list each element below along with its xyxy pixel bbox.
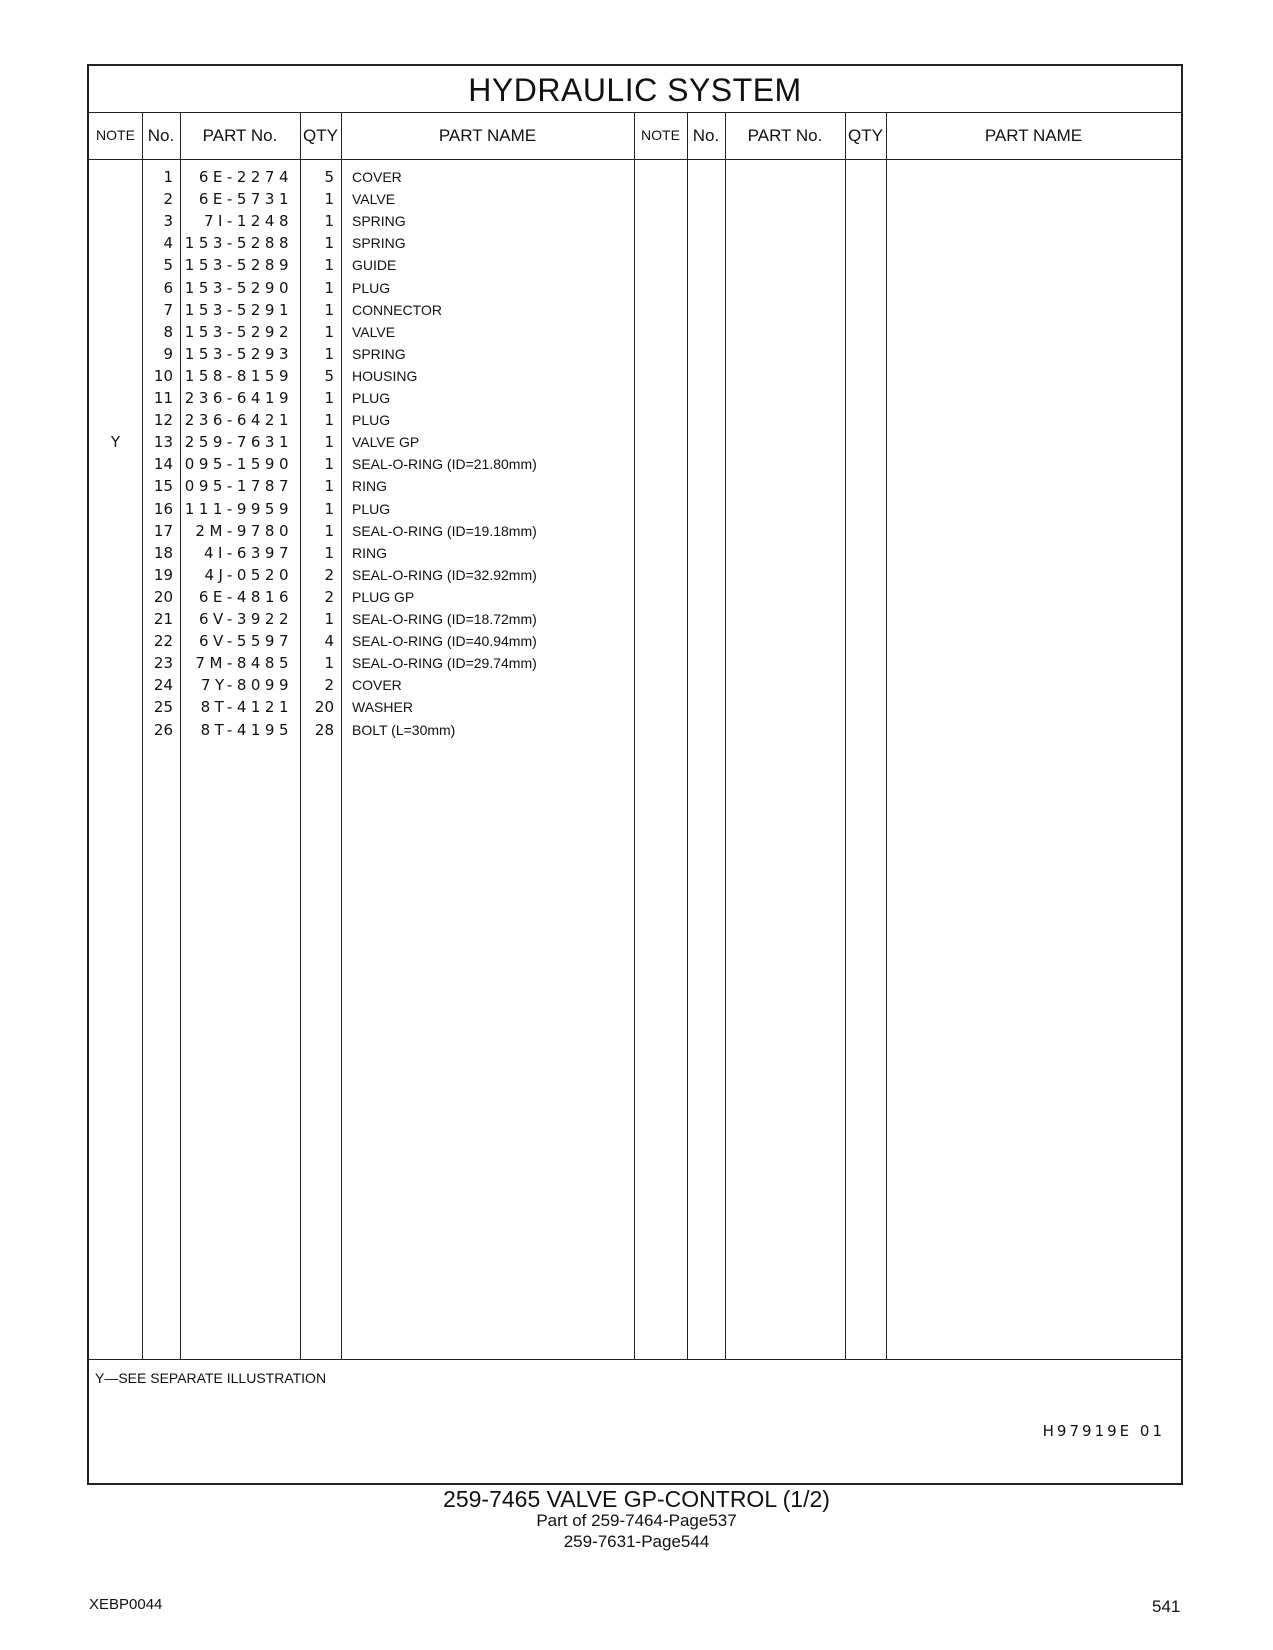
item-number: 2 (163, 190, 173, 209)
header-no-right: No. (692, 126, 720, 145)
item-number: 7 (163, 300, 173, 319)
quantity: 5 (324, 366, 334, 385)
part-number: 111-9959 (184, 499, 293, 518)
table-row (89, 431, 634, 454)
table-row (89, 343, 634, 366)
part-number: 259-7631 (184, 433, 293, 452)
table-row (89, 387, 634, 410)
column-divider (687, 112, 688, 1359)
caption-title: 259-7465 VALVE GP-CONTROL (1/2) (443, 1486, 830, 1512)
header-no-left: No. (147, 126, 175, 145)
section-title: HYDRAULIC SYSTEM (89, 66, 1181, 113)
part-number: 4J-0520 (204, 565, 293, 584)
caption-part-of: Part of 259-7464-Page537 (536, 1511, 737, 1530)
item-number: 18 (153, 543, 173, 562)
item-number: 20 (153, 587, 173, 606)
part-number: 6E-5731 (198, 190, 293, 209)
item-number: 21 (153, 610, 173, 628)
table-row (89, 630, 634, 653)
part-name: PLUG (352, 390, 391, 406)
table-row (89, 453, 634, 476)
part-number: 095-1787 (184, 477, 293, 496)
quantity: 1 (324, 389, 334, 407)
table-row (89, 696, 634, 719)
table-row (89, 166, 634, 189)
quantity: 1 (324, 477, 334, 496)
table-row (89, 542, 634, 565)
part-number: 153-5290 (184, 278, 293, 297)
item-number: 17 (153, 521, 173, 540)
part-number: 6V-5597 (198, 632, 293, 651)
table-row (89, 365, 634, 388)
part-name: SPRING (352, 345, 406, 362)
part-name: RING (352, 544, 387, 561)
part-name: COVER (352, 677, 402, 694)
part-name: PLUG (352, 412, 391, 429)
quantity: 1 (324, 499, 334, 518)
part-name: VALVE (352, 323, 396, 340)
header-qty-right: QTY (848, 126, 883, 145)
table-row (89, 409, 634, 432)
part-number: 7Y-8099 (200, 676, 293, 695)
item-number: 14 (153, 455, 173, 474)
item-number: 9 (163, 344, 173, 363)
item-number: 15 (153, 477, 173, 496)
column-divider (886, 112, 887, 1359)
part-number: 6E-2274 (198, 168, 293, 186)
part-number: 8T-4195 (200, 720, 293, 739)
part-name: SEAL-O-RING (ID=32.92mm) (352, 566, 537, 583)
table-header (89, 112, 1181, 160)
quantity: 1 (324, 212, 334, 231)
part-name: PLUG (352, 500, 391, 517)
quantity: 1 (324, 190, 334, 209)
quantity: 4 (324, 632, 334, 651)
item-number: 4 (163, 234, 173, 253)
quantity: 1 (324, 278, 334, 297)
table-row (89, 254, 634, 277)
part-number: 158-8159 (184, 366, 293, 385)
item-number: 5 (163, 256, 173, 275)
table-row (89, 652, 634, 675)
table-row (89, 586, 634, 609)
part-name: HOUSING (352, 367, 418, 384)
part-name: SEAL-O-RING (ID=29.74mm) (352, 655, 537, 672)
part-name: WASHER (352, 699, 413, 716)
table-row (89, 277, 634, 300)
item-number: 23 (153, 654, 173, 673)
item-number: 3 (163, 212, 173, 231)
table-row (89, 232, 634, 255)
illustration-code: H97919E 01 (1042, 1422, 1165, 1440)
quantity: 1 (324, 543, 334, 562)
item-number: 11 (153, 389, 173, 407)
header-partname-right: PART NAME (984, 126, 1083, 145)
table-row (89, 608, 634, 631)
header-partno-right: PART No. (747, 126, 823, 145)
item-number: 22 (153, 632, 173, 651)
table-row (89, 299, 634, 322)
table-row (89, 674, 634, 697)
quantity: 1 (324, 256, 334, 275)
part-number: 7M-8485 (195, 654, 293, 673)
part-number: 153-5291 (184, 300, 293, 319)
item-number: 13 (153, 433, 173, 452)
quantity: 28 (314, 720, 334, 739)
part-name: COVER (352, 169, 402, 185)
part-name: PLUG GP (352, 588, 415, 605)
item-number: 25 (153, 698, 173, 717)
table-row (89, 210, 634, 233)
table-row (89, 564, 634, 587)
quantity: 1 (324, 433, 334, 452)
part-number: 236-6421 (184, 411, 293, 430)
part-number: 6E-4816 (198, 587, 293, 606)
quantity: 1 (324, 411, 334, 430)
part-number: 4I-6397 (203, 543, 293, 562)
part-name: PLUG (352, 279, 391, 296)
quantity: 1 (324, 610, 334, 628)
part-number: 6V-3922 (198, 610, 293, 628)
page-number: 541 (1152, 1597, 1181, 1616)
item-number: 24 (153, 676, 173, 695)
document-id: XEBP0044 (89, 1596, 163, 1613)
part-name: VALVE (352, 191, 396, 208)
part-number: 2M-9780 (195, 521, 293, 540)
header-note-left: NOTE (96, 127, 135, 143)
table-row (89, 520, 634, 543)
part-name: SEAL-O-RING (ID=18.72mm) (352, 611, 537, 627)
header-qty-left: QTY (303, 126, 338, 145)
part-number: 236-6419 (184, 389, 293, 407)
quantity: 1 (324, 344, 334, 363)
header-partname-left: PART NAME (438, 126, 537, 145)
item-number: 1 (163, 168, 173, 186)
part-name: BOLT (L=30mm) (352, 721, 456, 738)
part-name: SEAL-O-RING (ID=21.80mm) (352, 456, 537, 473)
quantity: 1 (324, 521, 334, 540)
quantity: 1 (324, 654, 334, 673)
part-name: RING (352, 478, 387, 495)
item-number: 16 (153, 499, 173, 518)
column-divider (845, 112, 846, 1359)
item-number: 10 (153, 366, 173, 385)
part-name: SPRING (352, 235, 406, 252)
note-cell: Y (110, 433, 121, 452)
part-number: 153-5293 (184, 344, 293, 363)
part-name: CONNECTOR (352, 301, 442, 318)
quantity: 5 (324, 168, 334, 186)
part-number: 7I-1248 (203, 212, 293, 231)
part-name: VALVE GP (352, 434, 420, 451)
header-partno-left: PART No. (202, 126, 278, 145)
table-row (89, 475, 634, 498)
table-row (89, 321, 634, 344)
footnote: Y—SEE SEPARATE ILLUSTRATION (95, 1370, 327, 1386)
quantity: 1 (324, 234, 334, 253)
parts-table-frame (87, 64, 1183, 1485)
quantity: 1 (324, 300, 334, 319)
quantity: 20 (314, 698, 334, 717)
part-number: 095-1590 (184, 455, 293, 474)
table-row (89, 719, 634, 742)
quantity: 1 (324, 322, 334, 341)
table-row (89, 188, 634, 211)
quantity: 2 (324, 676, 334, 695)
part-name: SEAL-O-RING (ID=40.94mm) (352, 633, 537, 650)
part-number: 153-5288 (184, 234, 293, 253)
part-number: 8T-4121 (200, 698, 293, 717)
part-name: GUIDE (352, 257, 397, 274)
column-divider (725, 112, 726, 1359)
table-row (89, 498, 634, 521)
item-number: 26 (153, 720, 173, 739)
caption-reference: 259-7631-Page544 (563, 1532, 710, 1551)
item-number: 8 (163, 322, 173, 341)
header-note-right: NOTE (641, 127, 680, 143)
item-number: 6 (163, 278, 173, 297)
part-number: 153-5289 (184, 256, 293, 275)
table-bottom-rule (89, 1359, 1181, 1360)
part-number: 153-5292 (184, 322, 293, 341)
part-name: SPRING (352, 213, 406, 230)
part-name: SEAL-O-RING (ID=19.18mm) (352, 522, 537, 539)
quantity: 2 (324, 565, 334, 584)
item-number: 19 (153, 565, 173, 584)
item-number: 12 (153, 411, 173, 430)
quantity: 1 (324, 455, 334, 474)
quantity: 2 (324, 587, 334, 606)
